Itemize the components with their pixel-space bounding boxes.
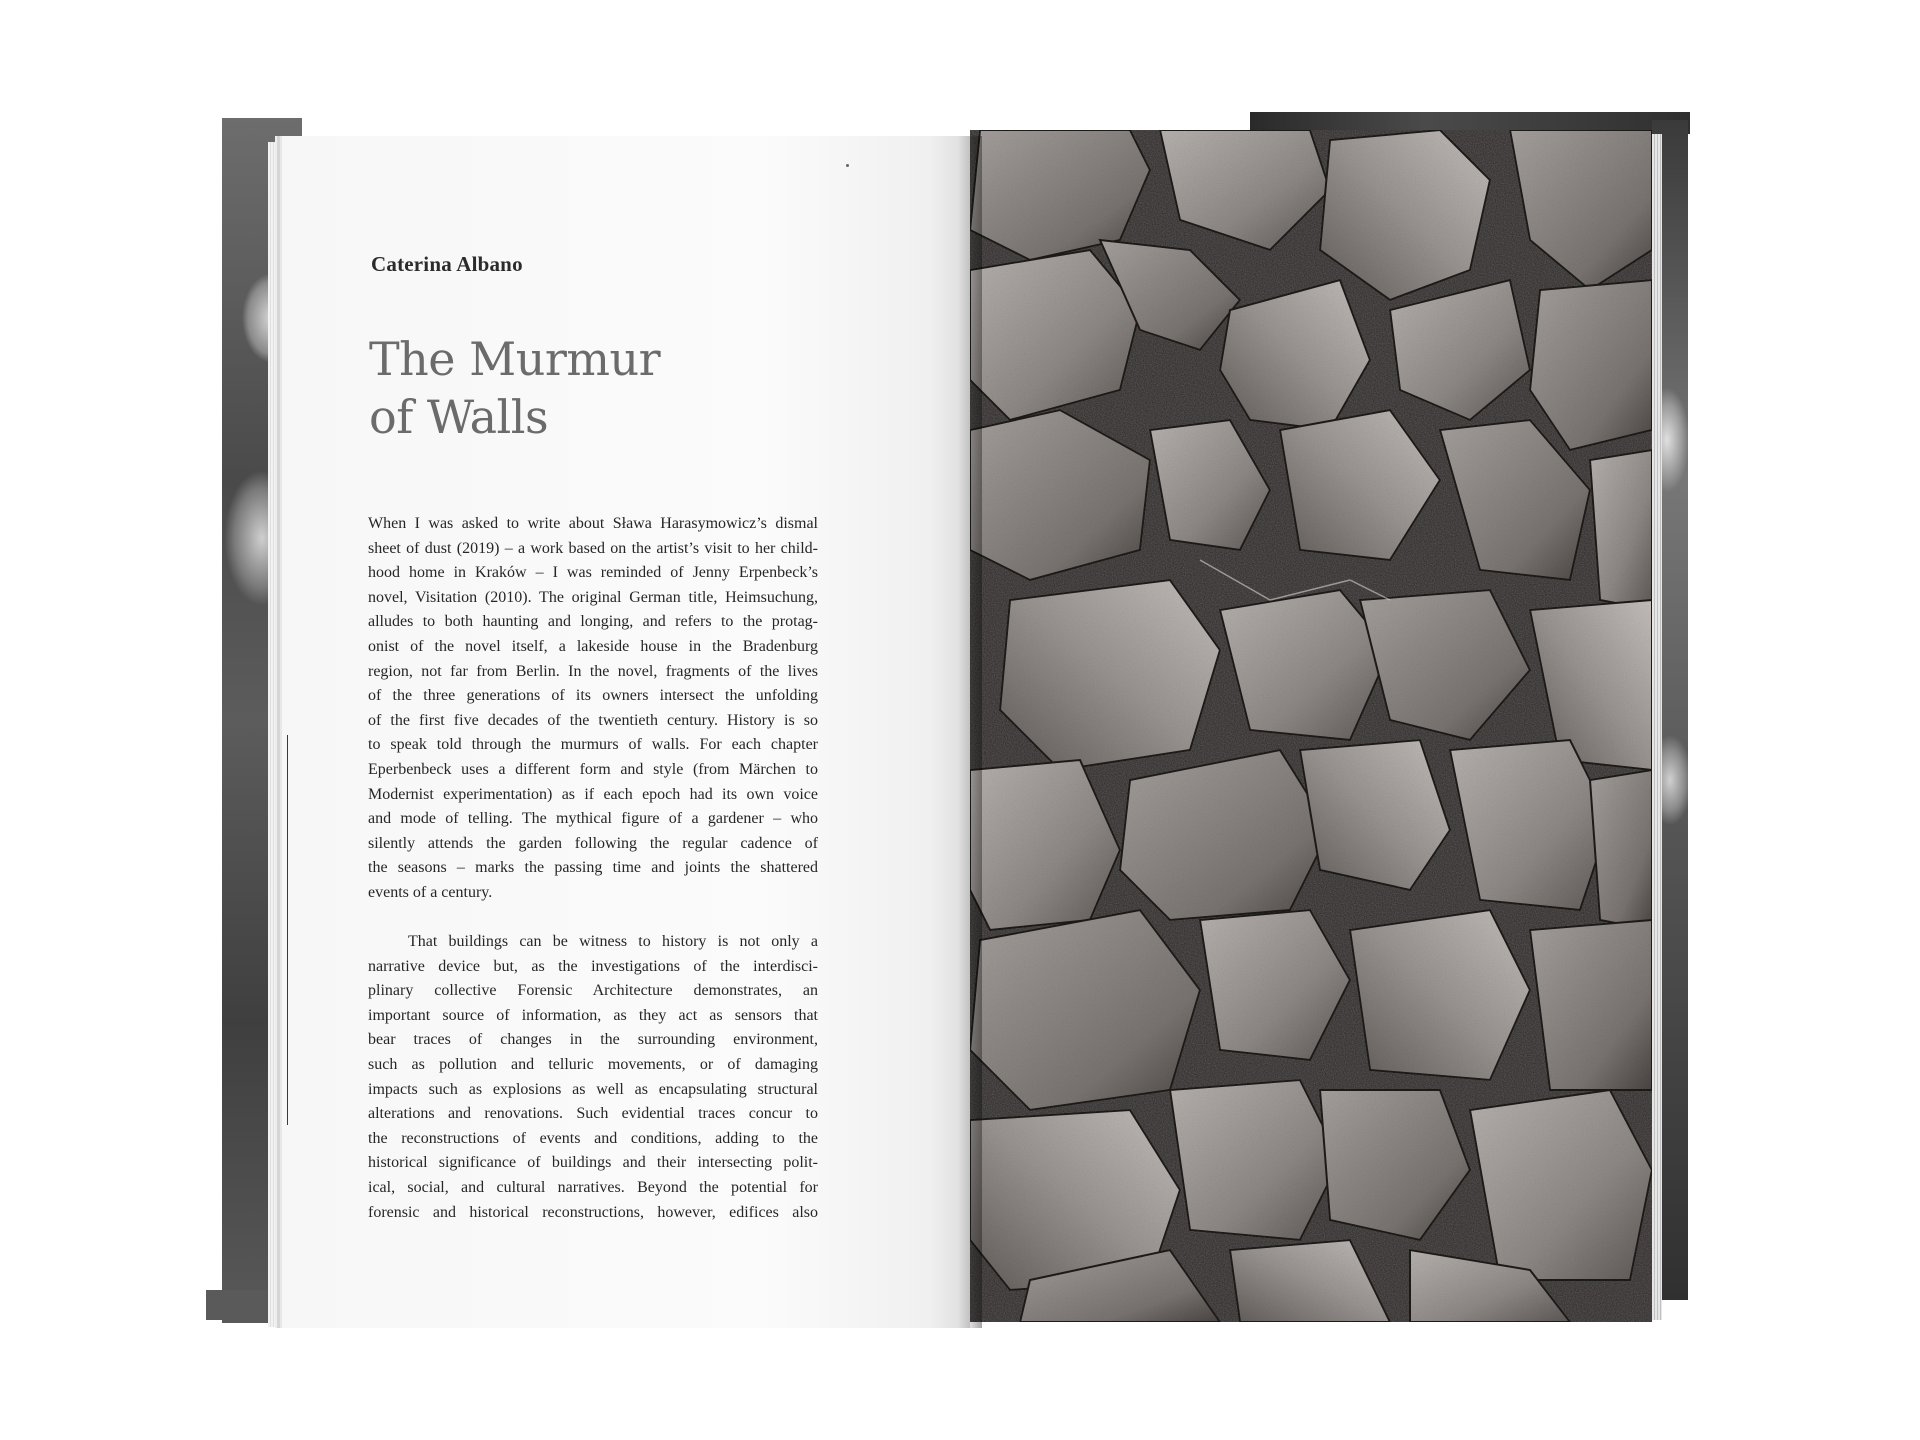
text-line: and mode of telling. The mythical figure of a gardener – who <box>368 810 818 828</box>
text-line: impacts such as explosions as well as encapsulating structural <box>368 1080 818 1098</box>
author-name: Caterina Albano <box>371 252 523 276</box>
page-stack-left <box>268 142 282 1327</box>
text-line: sheet of dust (2019) – a work based on the artist’s visit to her child- <box>368 539 818 557</box>
page-stack-right <box>1652 134 1662 1320</box>
text-line: of the first five decades of the twentieth century. History is so <box>368 711 818 729</box>
text-line: historical significance of buildings and their intersecting polit- <box>368 1154 818 1172</box>
text-line: of the three generations of its owners intersect the unfolding <box>368 687 818 705</box>
text-line: region, not far from Berlin. In the novel, fragments of the lives <box>368 662 818 680</box>
text-line: alterations and renovations. Such evidential traces concur to <box>368 1105 818 1123</box>
text-line: narrative device but, as the investigations of the interdisci- <box>368 957 818 975</box>
body-paragraph-1 <box>368 512 818 906</box>
text-line: such as pollution and telluric movements, or of damaging <box>368 1055 818 1073</box>
text-line: plinary collective Forensic Architecture demonstrates, an <box>368 982 818 1000</box>
text-line: novel, Visitation (2010). The original German title, Heimsuchung, <box>368 588 818 606</box>
text-line: the reconstructions of events and conditions, adding to the <box>368 1129 818 1147</box>
text-line: hood home in Kraków – I was reminded of Jenny Erpenbeck’s <box>368 564 818 582</box>
text-line: to speak told through the murmurs of walls. For each chapter <box>368 736 818 754</box>
text-line: important source of information, as they act as sensors that <box>368 1006 818 1024</box>
text-line: When I was asked to write about Sława Harasymowicz’s dismal <box>368 515 818 532</box>
essay-title-line: of Walls <box>369 390 549 444</box>
essay-title <box>369 330 789 446</box>
page-margin-rule <box>287 735 288 1125</box>
rubble-photograph <box>970 130 1652 1322</box>
essay-title-line: The Murmur <box>369 332 661 386</box>
text-line: bear traces of changes in the surrounding environment, <box>368 1031 818 1049</box>
text-line: the seasons – marks the passing time and joints the shattered <box>368 859 818 877</box>
text-line: events of a century. <box>368 883 493 901</box>
text-line: Modernist experimentation) as if each epoch had its own voice <box>368 785 818 803</box>
text-line: alludes to both haunting and longing, and refers to the protag- <box>368 613 818 631</box>
text-line: onist of the novel itself, a lakeside house in the Bradenburg <box>368 637 818 655</box>
text-line: That buildings can be witness to history is not only a <box>408 933 818 950</box>
dust-speck <box>846 164 849 167</box>
text-line: forensic and historical reconstructions, however, edifices also <box>368 1203 818 1221</box>
body-paragraph-2 <box>368 930 818 1225</box>
text-line: ical, social, and cultural narratives. Beyond the potential for <box>368 1178 818 1196</box>
text-line: silently attends the garden following the regular cadence of <box>368 834 818 852</box>
text-line: Eperbenbeck uses a different form and style (from Märchen to <box>368 760 818 778</box>
right-page-photo <box>970 130 1652 1322</box>
